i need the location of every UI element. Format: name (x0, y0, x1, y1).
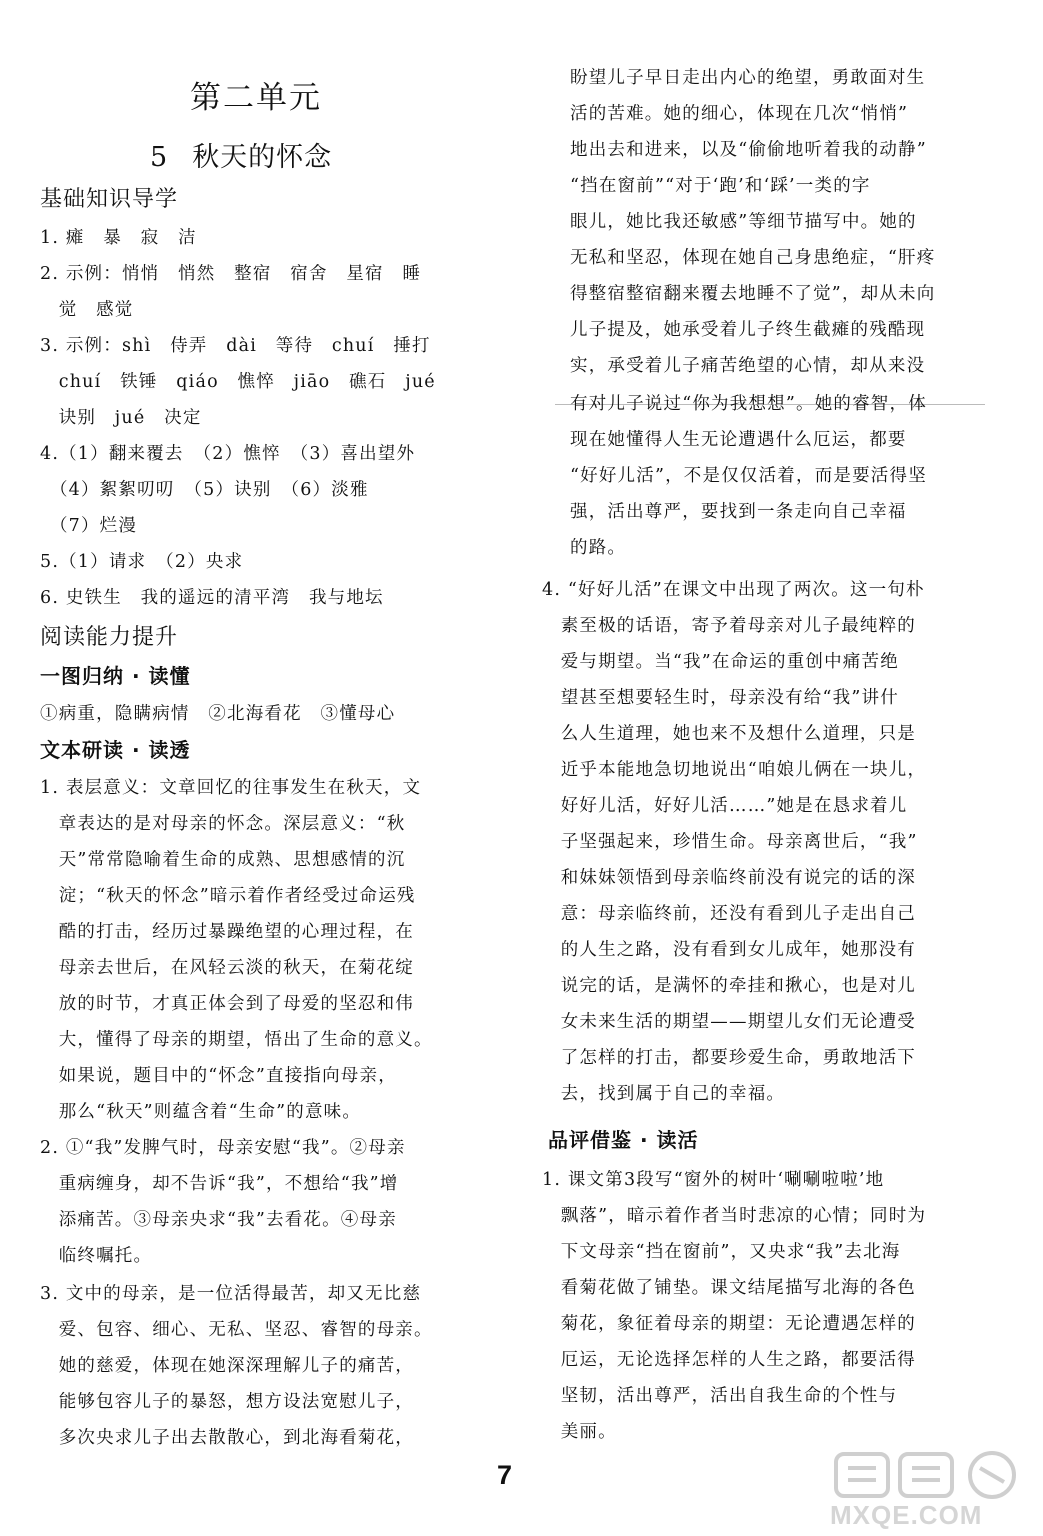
section-heading-basic: 基础知识导学 (40, 187, 179, 212)
answer-line: 临终嘱托。 (40, 1246, 153, 1266)
answer-line: 无私和坚忍，体现在她自己身患绝症，“肝疼 (570, 248, 936, 268)
lesson-name: 秋天的怀念 (192, 142, 333, 173)
answer-line: ①病重，隐瞒病情 ②北海看花 ③懂母心 (40, 704, 396, 724)
answer-line: 女未来生活的期望——期望儿女们无论遭受 (542, 1012, 916, 1032)
answer-line: 地出去和进来，以及“偷偷地听着我的动静” (570, 140, 927, 160)
answer-line: 章表达的是对母亲的怀念。深层意义：“秋 (40, 814, 406, 834)
answer-line: 飘落”，暗示着作者当时悲凉的心情；同时为 (542, 1206, 927, 1226)
answer-line: 素至极的话语，寄予着母亲对儿子最纯粹的 (542, 616, 916, 636)
answer-line: 6. 史铁生 我的遥远的清平湾 我与地坛 (40, 588, 384, 608)
answer-line: 么人生道理，她也来不及想什么道理，只是 (542, 724, 916, 744)
answer-line: （7）烂漫 (40, 516, 138, 536)
answer-line: 爱与期望。当“我”在命运的重创中痛苦绝 (542, 652, 899, 672)
answer-line: 有对儿子说过“你为我想想”。她的睿智，体 (570, 394, 927, 414)
answer-line: 1. 瘫 暴 寂 洁 (40, 228, 197, 248)
answer-line: 现在她懂得人生无论遭遇什么厄运，都要 (570, 430, 907, 450)
unit-title: 第二单元 (190, 80, 322, 116)
answer-line: 能够包容儿子的暴怒，想方设法宽慰儿子， (40, 1392, 414, 1412)
subsection-heading: 品评借鉴 · 读活 (548, 1128, 699, 1152)
answer-line: 盼望儿子早日走出内心的绝望，勇敢面对生 (570, 68, 926, 88)
answer-line: 子坚强起来，珍惜生命。母亲离世后，“我” (542, 832, 918, 852)
answer-line: 淀；“秋天的怀念”暗示着作者经受过命运残 (40, 886, 416, 906)
answer-line: 的路。 (570, 538, 627, 558)
answer-line: 下文母亲“挡在窗前”，又央求“我”去北海 (542, 1242, 901, 1262)
answer-line: 2. ①“我”发脾气时，母亲安慰“我”。②母亲 (40, 1138, 406, 1158)
answer-line: 美丽。 (542, 1422, 617, 1442)
answer-line: 重病缠身，却不告诉“我”，不想给“我”增 (40, 1174, 399, 1194)
answer-line: 得整宿整宿翻来覆去地睡不了觉”，却从未向 (570, 284, 936, 304)
answer-line: 添痛苦。③母亲央求“我”去看花。④母亲 (40, 1210, 397, 1230)
answer-line: 4.（1）翻来覆去 （2）憔悴 （3）喜出望外 (40, 444, 416, 464)
answer-line: 厄运，无论选择怎样的人生之路，都要活得 (542, 1350, 916, 1370)
answer-line: 了怎样的打击，都要珍爱生命，勇敢地活下 (542, 1048, 916, 1068)
answer-line: 3. 示例：shì 侍弄 dài 等待 chuí 捶打 (40, 336, 431, 356)
answer-line: 和妹妹领悟到母亲临终前没有说完的话的深 (542, 868, 916, 888)
watermark-url: MXQE.COM (830, 1500, 983, 1530)
answer-line: 5.（1）请求 （2）央求 (40, 552, 244, 572)
answer-line: 那么“秋天”则蕴含着“生命”的意味。 (40, 1102, 362, 1122)
answer-line: 诀别 jué 决定 (40, 408, 202, 428)
answer-line: 天”常常隐喻着生命的成熟、思想感情的沉 (40, 850, 406, 870)
answer-line: 酷的打击，经历过暴躁绝望的心理过程，在 (40, 922, 414, 942)
answer-line: 她的慈爱，体现在她深深理解儿子的痛苦， (40, 1356, 414, 1376)
answer-line: 坚韧，活出尊严，活出自我生命的个性与 (542, 1386, 898, 1406)
lesson-number: 5 (150, 142, 169, 173)
answer-line: 3. 文中的母亲，是一位活得最苦，却又无比慈 (40, 1284, 422, 1304)
answer-line: 好好儿活，好好儿活……”她是在恳求着儿 (542, 796, 908, 816)
answer-line: 说完的话，是满怀的牵挂和揪心，也是对儿 (542, 976, 916, 996)
answer-line: 强，活出尊严，要找到一条走向自己幸福 (570, 502, 907, 522)
answer-line: 爱、包容、细心、无私、坚忍、睿智的母亲。 (40, 1320, 433, 1340)
answer-line: 2. 示例：悄悄 悄然 整宿 宿舍 星宿 睡 (40, 264, 422, 284)
answer-line: 母亲去世后，在风轻云淡的秋天，在菊花绽 (40, 958, 414, 978)
answer-line: 菊花，象征着母亲的期望：无论遭遇怎样的 (542, 1314, 916, 1334)
section-heading-reading: 阅读能力提升 (40, 625, 179, 650)
answer-line: 看菊花做了铺垫。课文结尾描写北海的各色 (542, 1278, 916, 1298)
answer-line: 儿子提及，她承受着儿子终生截瘫的残酷现 (570, 320, 926, 340)
answer-line: 眼儿，她比我还敏感”等细节描写中。她的 (570, 212, 917, 232)
answer-line: chuí 铁锤 qiáo 憔悴 jiāo 礁石 jué (40, 372, 436, 392)
subsection-heading: 文本研读 · 读透 (40, 738, 191, 762)
watermark (830, 1448, 1030, 1536)
answer-line: “好好儿活”，不是仅仅活着，而是要活得坚 (570, 466, 927, 486)
answer-line: 去，找到属于自己的幸福。 (542, 1084, 786, 1104)
answer-line: 活的苦难。她的细心，体现在几次“悄悄” (570, 104, 909, 124)
answer-line: 1. 表层意义：文章回忆的往事发生在秋天，文 (40, 778, 422, 798)
answer-line: “挡在窗前”“对于‘跑’和‘踩’一类的字 (570, 176, 871, 196)
subsection-heading: 一图归纳 · 读懂 (40, 664, 191, 688)
answer-line: 觉 感觉 (40, 300, 134, 320)
answer-line: 近乎本能地急切地说出“咱娘儿俩在一块儿， (542, 760, 927, 780)
watermark-logo-icon (830, 1448, 1030, 1500)
answer-line: 意：母亲临终前，还没有看到儿子走出自己 (542, 904, 916, 924)
answer-line: 大，懂得了母亲的期望，悟出了生命的意义。 (40, 1030, 433, 1050)
answer-line: 4. “好好儿活”在课文中出现了两次。这一句朴 (542, 580, 925, 600)
answer-line: （4）絮絮叨叨 （5）诀别 （6）淡雅 (40, 480, 369, 500)
answer-line: 放的时节，才真正体会到了母爱的坚忍和伟 (40, 994, 414, 1014)
answer-line: 望甚至想要轻生时，母亲没有给“我”讲什 (542, 688, 899, 708)
answer-line: 实，承受着儿子痛苦绝望的心情，却从来没 (570, 356, 926, 376)
answer-line: 的人生之路，没有看到女儿成年，她那没有 (542, 940, 916, 960)
answer-line: 多次央求儿子出去散散心，到北海看菊花， (40, 1428, 414, 1448)
answer-line: 如果说，题目中的“怀念”直接指向母亲， (40, 1066, 397, 1086)
page-number: 7 (497, 1460, 513, 1490)
answer-line: 1. 课文第3段写“窗外的树叶‘唰唰啦啦’地 (542, 1170, 885, 1190)
lesson-title (150, 135, 332, 174)
